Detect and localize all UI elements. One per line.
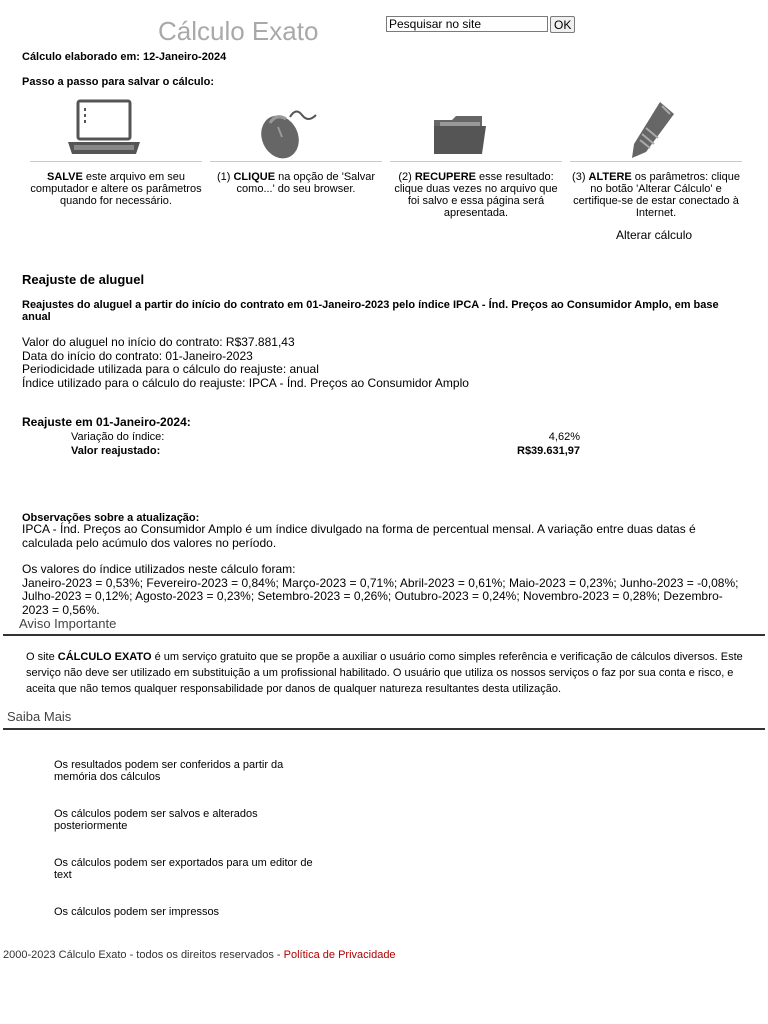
site-title: Cálculo Exato	[158, 16, 319, 46]
calc-subtitle: Reajustes do aluguel a partir do início do contrato em 01-Janeiro-2023 pelo índice IPCA - Índ. Preços ao Consumidor Amplo, em base anual	[22, 299, 719, 323]
aviso-text-post: é um serviço gratuito que se propõe a auxiliar o usuário como simples referência e verificação de cálculos diversos. Este serviço não deve ser utilizado em substituição a um profissional habilitado. O usuário que utiliza os nossos serviços o faz por sua conta e risco, e aceita que não temos qualquer responsabilidade por danos de qualquer natureza resultantes desta utilização.	[26, 651, 743, 695]
contract-details	[22, 336, 742, 390]
step-click-bold: CLIQUE	[233, 171, 276, 183]
aviso-title: Aviso Importante	[19, 616, 117, 631]
step-recover-bold: RECUPERE	[414, 171, 476, 183]
folder-icon	[430, 110, 510, 174]
steps-title: Passo a passo para salvar o cálculo:	[22, 76, 214, 88]
index-values	[22, 563, 742, 617]
index-values-list: Janeiro-2023 = 0,53%; Fevereiro-2023 = 0,84%; Março-2023 = 0,71%; Abril-2023 = 0,61%; Maio-2023 = 0,23%; Junho-2023 = -0,08%; Julho-2023 = 0,12%; Agosto-2023 = 0,23%; Setembro-2023 = 0,26%; Outubro-2023 = 0,24%; Novembro-2023 = 0,28%; Dezembro-2023 = 0,56%.	[22, 575, 739, 617]
step-alter	[570, 171, 742, 219]
step-divider	[570, 161, 742, 162]
variation-label: Variação do índice:	[71, 431, 165, 443]
privacy-policy-link[interactable]: Política de Privacidade	[283, 949, 396, 961]
saiba-item: Os cálculos podem ser impressos	[54, 906, 220, 918]
footer-text: 2000-2023 Cálculo Exato - todos os direitos reservados -	[3, 949, 284, 961]
step-divider	[390, 161, 562, 162]
saiba-divider	[3, 728, 765, 730]
alter-calc-link[interactable]: Alterar cálculo	[616, 228, 693, 242]
detail-line: Valor do aluguel no início do contrato: R$37.881,43	[22, 335, 295, 349]
aviso-site-name: CÁLCULO EXATO	[57, 651, 152, 663]
detail-line: Índice utilizado para o cálculo do reajuste: IPCA - Índ. Preços ao Consumidor Amplo	[22, 375, 469, 390]
laptop-icon	[64, 98, 144, 162]
obs-text: IPCA - Índ. Preços ao Consumidor Amplo é um índice divulgado na forma de percentual mensal. A variação entre duas datas é calculada pelo acúmulo dos valores no período.	[22, 522, 696, 550]
variation-value: 4,62%	[548, 431, 580, 443]
pencil-icon	[624, 100, 704, 164]
step-click	[210, 171, 382, 195]
aviso-text	[26, 649, 756, 697]
section-title: Reajuste de aluguel	[22, 272, 145, 287]
step-save	[30, 171, 202, 207]
step-alter-bold: ALTERE	[588, 171, 632, 183]
index-values-intro: Os valores do índice utilizados neste cálculo foram:	[22, 562, 296, 576]
footer	[3, 949, 396, 961]
detail-line: Periodicidade utilizada para o cálculo do reajuste: anual	[22, 362, 319, 376]
step-number: (3)	[572, 171, 589, 183]
aviso-text-pre: O site	[26, 651, 58, 663]
obs-title: Observações sobre a atualização:	[22, 512, 200, 524]
saiba-item: Os cálculos podem ser salvos e alterados posteriormente	[54, 808, 258, 832]
step-alter-text: os parâmetros: clique no botão 'Alterar Cálculo' e certifique-se de estar conectado à Internet.	[573, 171, 740, 219]
search-input[interactable]	[386, 16, 548, 32]
step-number: (2)	[398, 171, 415, 183]
step-recover	[390, 171, 562, 219]
adjusted-value: R$39.631,97	[517, 445, 580, 457]
reajuste-title: Reajuste em 01-Janeiro-2024:	[22, 415, 191, 429]
step-number: (1)	[216, 171, 234, 183]
detail-line: Data do início do contrato: 01-Janeiro-2023	[22, 348, 253, 363]
search-ok-button[interactable]: OK	[550, 16, 575, 33]
step-save-text: este arquivo em seu computador e altere os parâmetros quando for necessário.	[30, 171, 202, 207]
saiba-item: Os resultados podem ser conferidos a partir da memória dos cálculos	[54, 759, 284, 783]
adjusted-value-label: Valor reajustado:	[71, 445, 161, 457]
mouse-icon	[256, 103, 336, 167]
step-save-bold: SALVE	[47, 171, 83, 183]
step-recover-text: esse resultado: clique duas vezes no arquivo que foi salvo e essa página será apresentada.	[394, 171, 558, 219]
step-click-text: na opção de 'Salvar como...' do seu browser.	[236, 171, 375, 195]
step-divider	[30, 161, 202, 162]
step-divider	[210, 161, 382, 162]
calc-date: Cálculo elaborado em: 12-Janeiro-2024	[22, 51, 227, 63]
aviso-divider	[3, 634, 765, 636]
saiba-item: Os cálculos podem ser exportados para um editor de text	[54, 857, 313, 881]
saiba-title: Saiba Mais	[7, 709, 72, 724]
